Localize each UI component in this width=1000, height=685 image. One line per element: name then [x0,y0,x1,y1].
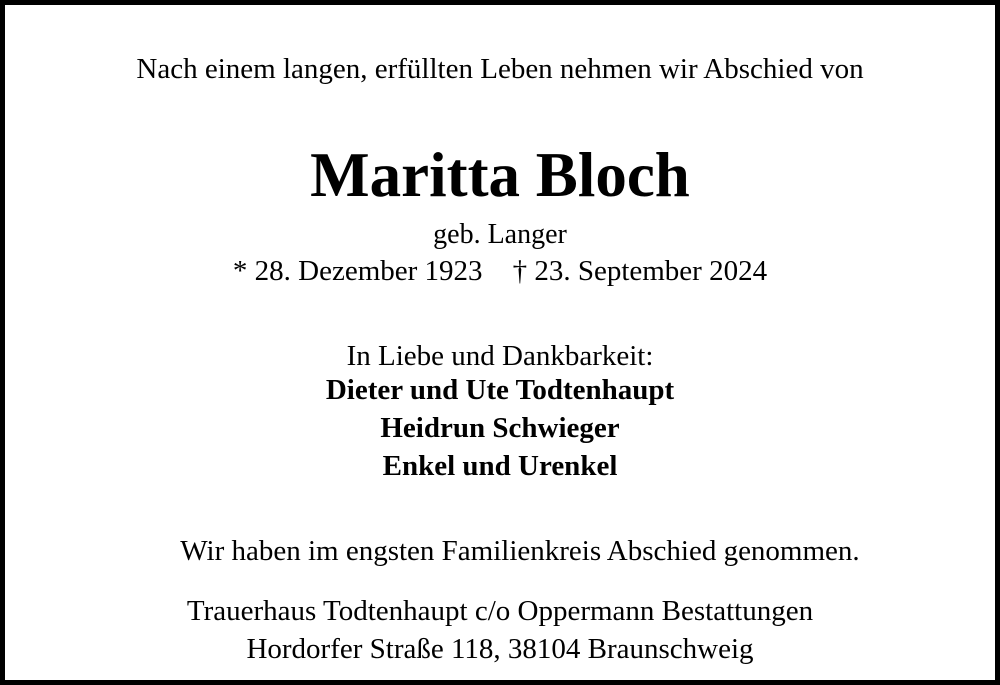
thanks-line: In Liebe und Dankbarkeit: [346,340,654,372]
closing-text: Wir haben im engsten Familienkreis Abschied genommen. [180,535,860,567]
life-dates [5,255,995,288]
death-date: † 23. September 2024 [512,255,768,287]
mourner-name: Dieter und Ute Todtenhaupt [325,374,675,406]
mourner-name: Enkel und Urenkel [382,450,618,482]
birth-date: * 28. Dezember 1923 [232,255,483,287]
funeral-home: Trauerhaus Todtenhaupt c/o Oppermann Bestattungen [186,595,814,627]
maiden-name: geb. Langer [433,219,567,250]
deceased-name: Maritta Bloch [310,140,690,210]
mourner-name: Heidrun Schwieger [380,412,620,444]
intro-text: Nach einem langen, erfüllten Leben nehmen wir Abschied von [136,53,864,85]
funeral-home-address: Hordorfer Straße 118, 38104 Braunschweig [246,633,754,665]
